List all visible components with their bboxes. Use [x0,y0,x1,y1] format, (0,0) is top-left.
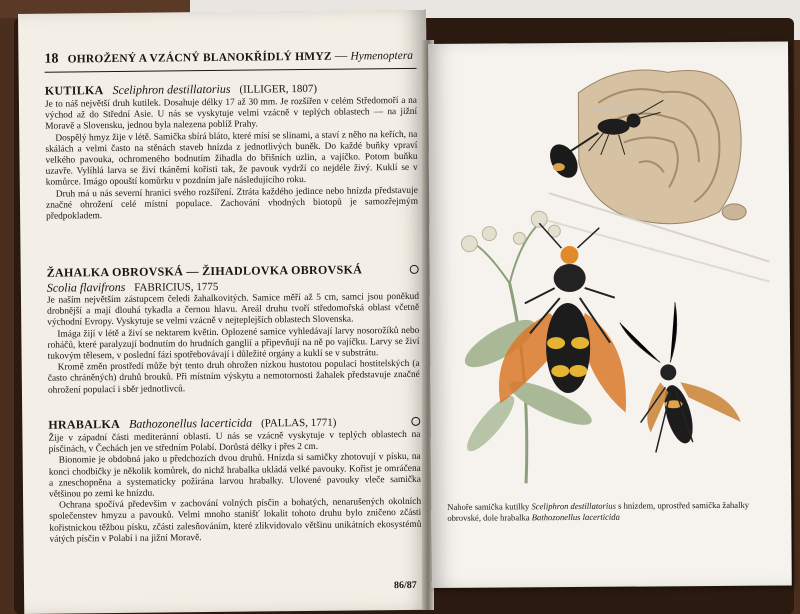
bathozonellus-wasp [620,302,741,453]
paragraph: Bionomie je obdobná jako u předchozích dvou druhů. Hnízda si samičky zhotovují v písku, na konci chodbičky je několik komůrek, do nichž hrabalka ukládá velké pavouky. Kořist je omráčena a zneschopněna a systematicky požírána larvou hrabalky. Ulovené pavouky vleče samička většinou po zemi ke hnízdu. [48,452,421,500]
paragraph: Kromě změn prostředí může být tento druh ohrožen nízkou hustotou populací hostitelských (a často chráněných) druhů brouků. Při místním výskytu a nemotornosti žahalek představuje značné ohrožení populací i sběr jednotlivců. [47,359,420,396]
species-latin: Scolia flavifrons [46,279,126,295]
species-author: (PALLAS, 1771) [260,416,337,430]
header-latin: Hymenoptera [350,49,414,63]
caption-latin: Sceliphron destillatorius [531,500,616,512]
species-latin: Sceliphron destillatorius [112,81,231,98]
species-zahalka [47,262,420,397]
right-page [428,41,792,588]
species-name: HRABALKA [48,416,121,432]
wasp-illustration [428,41,791,514]
left-page [18,10,432,614]
paragraph: Ochrana spočívá především v zachování volných písčin a bohatých, nenarušených okolních společenstev hmyzu a pavouků. Velmi mnoho stanišť lokalit tohoto druhu bylo zničeno zčásti kořistnickou těžbou písku, zčásti zalesňováním, které zlikvidovalo většinu unikátních ekosystémů vátých písčin v Polabí i na jižní Moravě. [49,497,422,545]
status-circle-icon [411,417,420,426]
paragraph: Je naším největším zástupcem čeledi žahalkovitých. Samice měří až 5 cm, samci jsou poněkud drobnější a mají dlouhá tykadla a černou hlavu. Areál druhu tvoří středomořská oblast včetně východní Evropy. Vyskytuje se velmi vzácně v nejteplejších oblastech Slovenska. [46,291,420,329]
status-circle-icon [410,265,419,274]
species-kutilka [45,80,418,223]
paragraph: Žije v západní části mediteránní oblasti. U nás se vzácně vyskytuje v teplých oblastech na písčinách, v Čechách jen ve středním Polabí. Dorůstá délky i přes 2 cm. [48,429,421,455]
species-author: (ILLIGER, 1807) [239,82,318,96]
species-latin: Bathozonellus lacerticida [128,415,253,431]
caption-text: Nahoře samička kutilky [447,501,532,512]
figure-caption [447,500,767,524]
species-hrabalka [48,414,421,546]
header-dash: — [334,48,348,63]
species-name: KUTILKA [44,83,104,98]
paragraph: Je to náš největší druh kutilek. Dosahuje délky 17 až 30 mm. Je rozšířen v celém Středomoří a na východ až do Střední Asie. U nás se vyskytuje velmi vzácně v teplých oblastech — na jižní Moravě a Slovensku, jednou byla nalezena poblíž Prahy. [44,95,418,133]
header-rule [45,68,417,73]
caption-text: s hnízdem, uprostřed samička žahalky obrovské, dole hrabalka [447,499,750,523]
caption-latin: Bathozonellus lacerticida [531,511,620,523]
paragraph: Imága žijí v létě a živí se nektarem květin. Oplozené samice vyhledávají larvy nosorožíků nebo roháčů, které paralyzují bodnutím do hrudních ganglií a připevňují na ně po vajíčku. Larvy se živí tukovým tělesem, v poslední fázi spotřebovávají i důležité orgány a kuklí se v substrátu. [47,325,420,362]
running-header [44,48,416,68]
paragraph: Dospělý hmyz žije v létě. Samička sbírá bláto, které mísí se slinami, a staví z něho na keřích, na skálách a velmi často na stěnách staveb hnízda z jednotlivých buněk. Do každé buňky vpraví velkého pavouka, ochromeného bodnutím žihadla do břišních uzlin, a vajíčko. Potom buňku uzavře. Vylíhlá larva se živí tkáněmi kořisti tak, že pavouk vydrží co nejdéle živý. Kuklí se v komůrce. Imágo opouští komůrku v pozdním jaře následujícího roku. [45,129,418,189]
species-author: FABRICIUS, 1775 [134,280,219,294]
header-title: OHROŽENÝ A VZÁCNÝ BLANOKŘÍDLÝ HMYZ [67,50,332,66]
page-number: 18 [44,51,59,67]
paragraph: Druh má u nás severní hranici svého rozšíření. Ztráta každého jedince nebo hnízda představuje značné ohrožení celé místní populace. Zachování vhodných biotopů je samozřejmým předpokladem. [45,185,419,222]
species-name: ŽAHALKA OBROVSKÁ — ŽIHADLOVKA OBROVSKÁ [46,262,363,280]
page-pager: 86/87 [393,579,417,592]
